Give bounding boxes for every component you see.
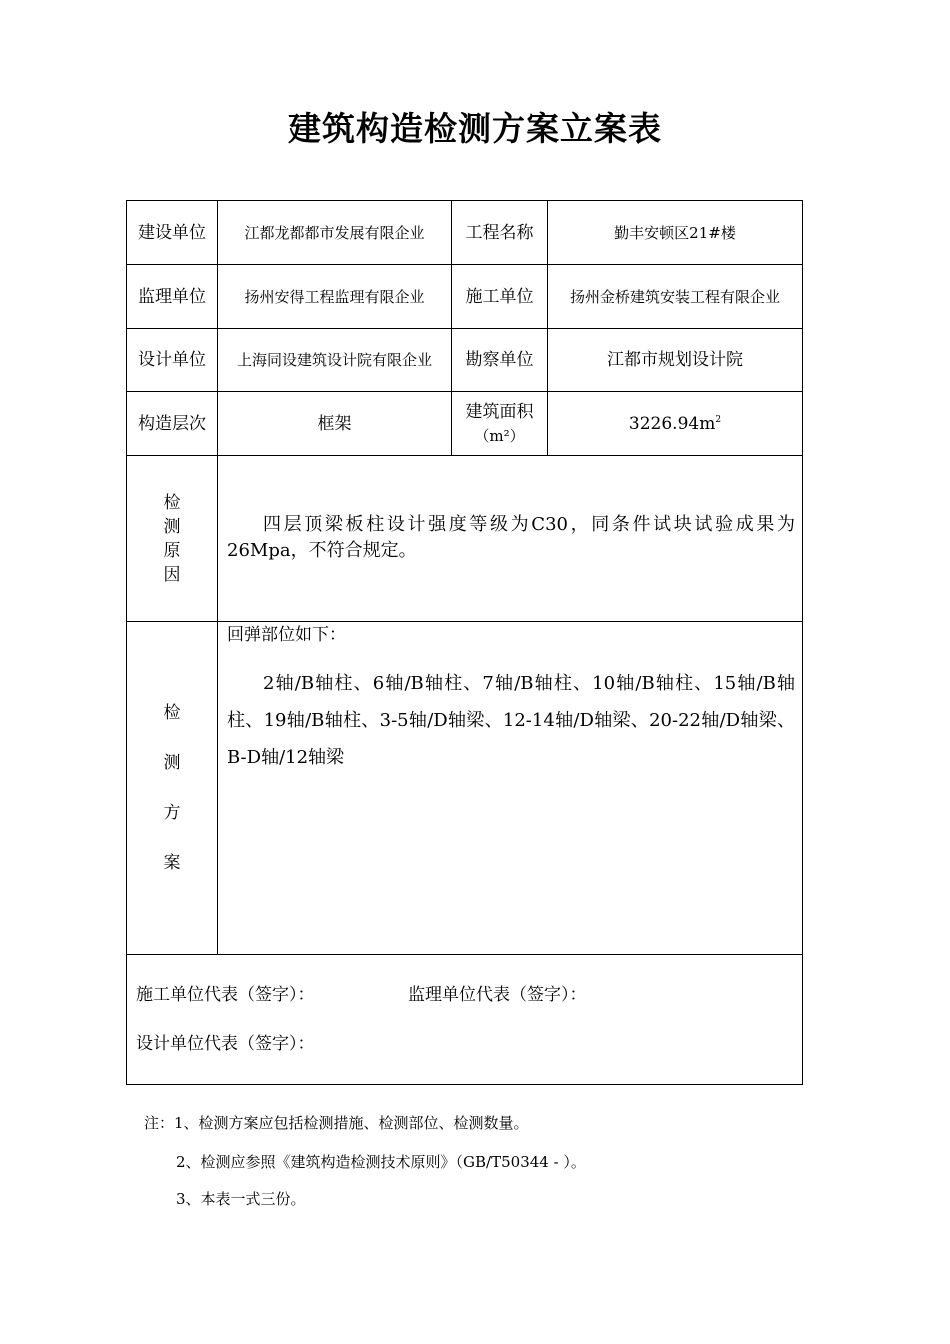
survey-unit-value-text: 江都市规划设计院 [607, 350, 743, 370]
design-unit-value-text: 上海同设建筑设计院有限企业 [236, 351, 432, 369]
designer-signature-label: 设计单位代表（签字）： [136, 1034, 315, 1054]
construction-unit-value [217, 200, 452, 265]
structure-level-label [126, 391, 218, 456]
supervision-unit-value-text: 扬州安得工程监理有限企业 [244, 287, 425, 306]
survey-unit-label [451, 328, 548, 392]
supervision-unit-value [217, 264, 452, 329]
supervisor-signature-label: 监理单位代表（签字）： [408, 985, 587, 1005]
structure-level-value [217, 391, 452, 456]
structure-level-label-text: 构造层次 [138, 413, 206, 434]
project-name-value [547, 200, 803, 265]
plan-label-char: 案 [163, 853, 181, 873]
plan-label-char: 测 [163, 753, 181, 773]
area-value [547, 391, 803, 456]
area-number: 3226.94m [628, 413, 716, 434]
plan-label-char: 检 [163, 703, 181, 723]
area-label-text: 建筑面积 [465, 401, 534, 422]
builder-unit-value [547, 264, 803, 329]
area-value-text [629, 412, 721, 436]
project-name-label [451, 200, 548, 265]
survey-unit-value [547, 328, 803, 392]
note-1: 注：1、检测方案应包括检测措施、检测部位、检测数量。 [144, 1114, 529, 1132]
builder-unit-label [451, 264, 548, 329]
reason-label-char: 测 [163, 516, 181, 537]
design-unit-label [126, 328, 218, 392]
area-unit-text: （m²） [474, 426, 525, 445]
construction-unit-label-text: 建设单位 [138, 222, 206, 243]
signature-cell [126, 954, 803, 1085]
builder-unit-value-text: 扬州金桥建筑安装工程有限企业 [569, 287, 780, 306]
plan-text: 2轴/B轴柱、6轴/B轴柱、7轴/B轴柱、10轴/B轴柱、15轴/B轴柱、19轴/B轴柱、3-5轴/D轴梁、12-14轴/D轴梁、20-22轴/D轴梁、B-D轴/12轴梁 [227, 673, 795, 768]
project-name-label-text: 工程名称 [465, 222, 534, 243]
structure-level-value-text: 框架 [317, 413, 352, 434]
builder-unit-label-text: 施工单位 [465, 286, 534, 307]
construction-unit-value-text: 江都龙都都市发展有限企业 [244, 223, 425, 242]
area-superscript: 2 [715, 414, 722, 425]
reason-label [126, 455, 218, 622]
reason-label-char: 原 [163, 540, 181, 561]
plan-label-char: 方 [163, 803, 181, 823]
plan-label [126, 621, 218, 955]
plan-intro: 回弹部位如下： [227, 625, 346, 645]
reason-label-char: 检 [163, 492, 181, 513]
reason-text: 四层顶梁板柱设计强度等级为C30，同条件试块试验成果为26Mpa，不符合规定。 [227, 514, 795, 561]
note-2: 2、检测应参照《建筑构造检测技术原则》（GB/T50344 - ）。 [176, 1153, 586, 1171]
area-label [451, 391, 548, 456]
supervision-unit-label [126, 264, 218, 329]
reason-label-char: 因 [163, 564, 181, 585]
design-unit-label-text: 设计单位 [138, 350, 206, 370]
supervision-unit-label-text: 监理单位 [138, 286, 206, 307]
project-name-value-text: 勤丰安顿区21#楼 [614, 223, 736, 242]
page-title: 建筑构造检测方案立案表 [288, 109, 662, 148]
note-3: 3、本表一式三份。 [176, 1190, 306, 1208]
design-unit-value [217, 328, 452, 392]
survey-unit-label-text: 勘察单位 [465, 350, 534, 370]
construction-unit-label [126, 200, 218, 265]
builder-signature-label: 施工单位代表（签字）： [136, 985, 315, 1005]
